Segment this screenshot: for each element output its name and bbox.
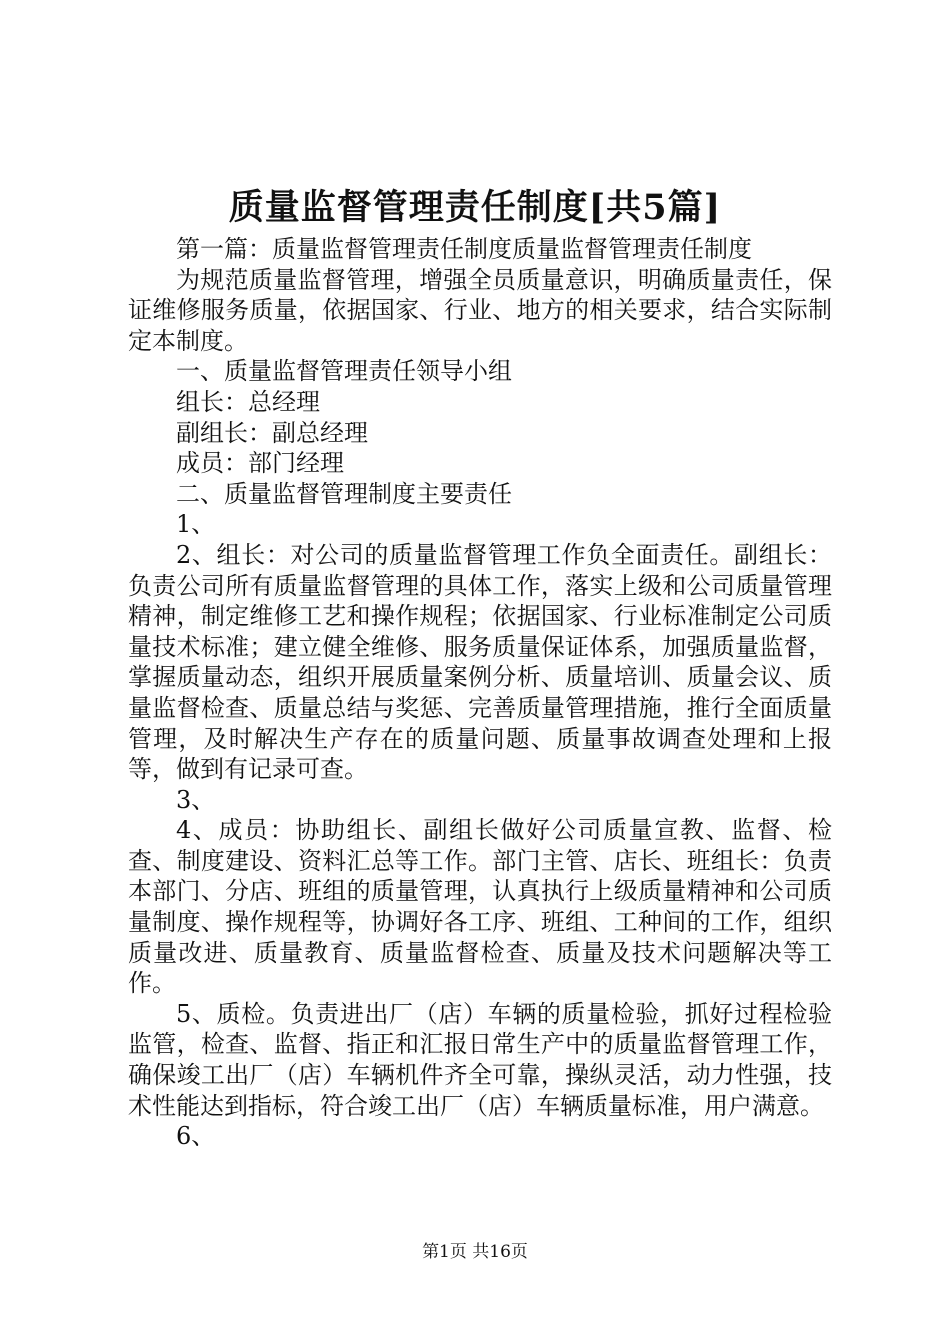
page-footer: 第1页 共16页 bbox=[422, 1242, 528, 1262]
paragraph: 第一篇：质量监督管理责任制度质量监督管理责任制度 bbox=[176, 235, 752, 263]
paragraph: 成员：部门经理 bbox=[176, 449, 344, 478]
paragraph: 4、成员：协助组长、副组长做好公司质量宣教、监督、检查、制度建设、资料汇总等工作。部门主管、店长、班组长：负责本部门、分店、班组的质量管理，认真执行上级质量精神和公司质量制度、操作规程等，协调好各工序、班组、工种间的工作，组织质量改进、质量教育、质量监督检查、质量及技术问题解决等工作。 bbox=[128, 816, 832, 998]
document-body bbox=[128, 234, 832, 1152]
document-title: 质量监督管理责任制度[共5篇] bbox=[228, 187, 722, 228]
paragraph: 一、质量监督管理责任领导小组 bbox=[176, 357, 512, 386]
paragraph: 1、 bbox=[176, 510, 216, 539]
paragraph: 2、组长：对公司的质量监督管理工作负全面责任。副组长：负责公司所有质量监督管理的具体工作，落实上级和公司质量管理精神，制定维修工艺和操作规程；依据国家、行业标准制定公司质量技术标准；建立健全维修、服务质量保证体系，加强质量监督，掌握质量动态，组织开展质量案例分析、质量培训、质量会议、质量监督检查、质量总结与奖惩、完善质量管理措施，推行全面质量管理，及时解决生产存在的质量问题、质量事故调查处理和上报等，做到有记录可查。 bbox=[128, 540, 832, 784]
paragraph: 为规范质量监督管理，增强全员质量意识，明确质量责任，保证维修服务质量，依据国家、行业、地方的相关要求，结合实际制定本制度。 bbox=[128, 265, 832, 355]
paragraph: 二、质量监督管理制度主要责任 bbox=[176, 479, 512, 508]
paragraph: 组长：总经理 bbox=[176, 387, 320, 416]
paragraph: 3、 bbox=[176, 785, 216, 814]
paragraph: 副组长：副总经理 bbox=[176, 418, 368, 447]
paragraph: 6、 bbox=[176, 1122, 216, 1151]
paragraph: 5、质检。负责进出厂（店）车辆的质量检验，抓好过程检验监管，检查、监督、指正和汇报日常生产中的质量监督管理工作，确保竣工出厂（店）车辆机件齐全可靠，操纵灵活，动力性强，技术性能达到指标，符合竣工出厂（店）车辆质量标准，用户满意。 bbox=[128, 999, 832, 1120]
